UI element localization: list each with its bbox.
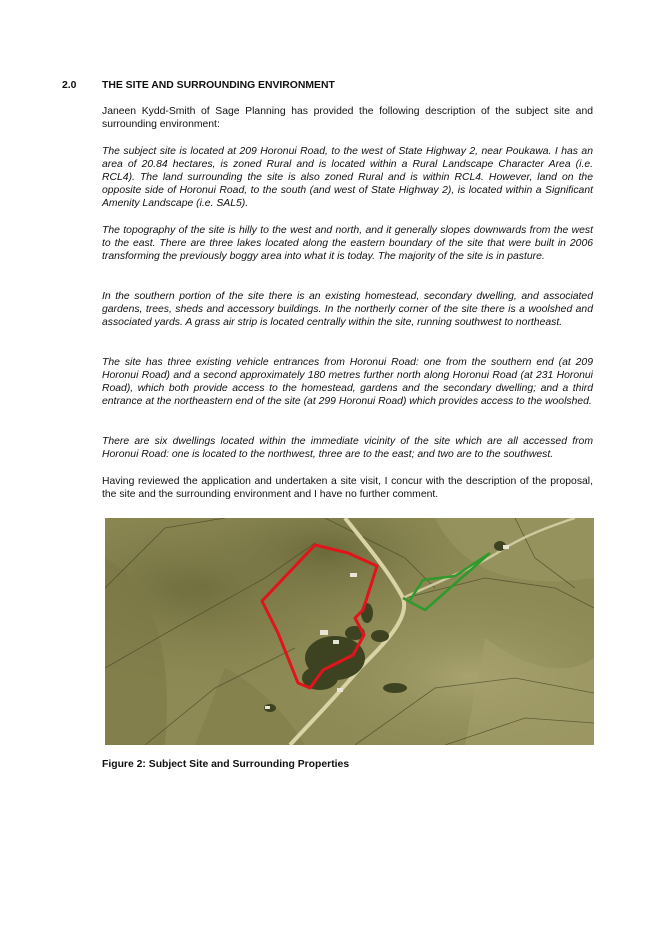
section-number: 2.0 <box>62 80 77 91</box>
figure-caption: Figure 2: Subject Site and Surrounding Properties <box>102 759 350 770</box>
closing-paragraph: Having reviewed the application and undertaken a site visit, I concur with the description of the proposal, the site and the surrounding environment and I have no further comment. <box>102 476 593 501</box>
quote-paragraph-location: The subject site is located at 209 Horonui Road, to the west of State Highway 2, near Poukawa. I has an area of 20.84 hectares, is zoned Rural and is located within a Rural Landscape Character Area (i.e. RCL4). The land surrounding the site is also zoned Rural and is within RCL4. However, land on the opposite side of Horonui Road, to the south (and west of State Highway 2), is located within a Significant Amenity Landscape (i.e. SAL5). <box>102 146 593 210</box>
quote-paragraph-entrances: The site has three existing vehicle entrances from Horonui Road: one from the southern end (at 209 Horonui Road) and a second approximately 180 metres further north along Horonui Road (at 231 Horonui Road), which both provide access to the homestead, gardens and the secondary dwelling; and a third entrance at the northeastern end of the site (at 299 Horonui Road) which provides access to the woolshed. <box>102 357 593 408</box>
section-heading <box>62 80 335 91</box>
quote-paragraph-buildings: In the southern portion of the site there is an existing homestead, secondary dwelling, and associated gardens, trees, sheds and accessory buildings. In the northerly corner of the site there is a woolshed and associated yards. A grass air strip is located centrally within the site, running southwest to northeast. <box>102 291 593 329</box>
section-title: THE SITE AND SURROUNDING ENVIRONMENT <box>102 80 335 91</box>
quote-paragraph-dwellings: There are six dwellings located within the immediate vicinity of the site which are all accessed from Horonui Road: one is located to the northwest, three are to the east; and two are to the southwest. <box>102 436 593 461</box>
quote-paragraph-topography: The topography of the site is hilly to the west and north, and it generally slopes downwards from the west to the east. There are three lakes located along the eastern boundary of the site that were built in 2006 transforming the previously boggy area into what it is today. The majority of the site is in pasture. <box>102 225 593 263</box>
intro-paragraph: Janeen Kydd-Smith of Sage Planning has provided the following description of the subject site and surrounding environment: <box>102 106 593 131</box>
aerial-site-map <box>105 518 594 745</box>
